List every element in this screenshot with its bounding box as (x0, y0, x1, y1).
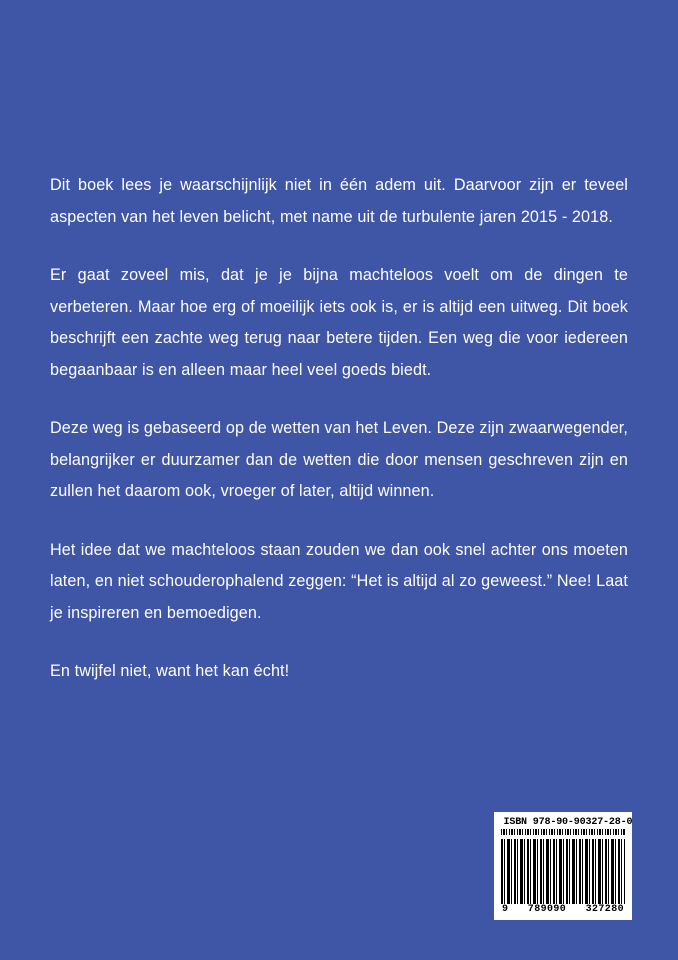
blurb-text-block (50, 170, 628, 688)
ean13-digits (501, 904, 625, 916)
ean13-lead-digit: 9 (502, 904, 509, 915)
isbn-number-label: ISBN 978-90-90327-28-0 (503, 816, 633, 828)
blurb-closing-line: En twijfel niet, want het kan écht! (50, 662, 290, 680)
blurb-paragraph-4: Het idee dat we machteloos staan zouden we dan ook snel achter ons moeten laten, en niet schouderophalend zeggen: “Het is altijd al zo geweest.” Nee! Laat je inspireren en bemoedigen. (50, 540, 628, 622)
isbn-barcode (494, 812, 632, 920)
isbn-bars-graphic (501, 829, 625, 835)
blurb-paragraph-1: Dit boek lees je waarschijnlijk niet in één adem uit. Daarvoor zijn er teveel aspecten van het leven belicht, met name uit de turbulente jaren 2015 - 2018. (50, 176, 628, 226)
ean13-barcode (501, 839, 625, 916)
ean13-left-group: 789090 (527, 904, 567, 915)
ean13-right-group: 327280 (585, 904, 624, 915)
ean13-bars-graphic (501, 839, 625, 904)
blurb-paragraph-3: Deze weg is gebaseerd op de wetten van het Leven. Deze zijn zwaarwegender, belangrijker er duurzamer dan de wetten die door mensen geschreven zijn en zullen het daarom ook, vroeger of later, altijd winnen. (50, 419, 628, 500)
blurb-paragraph-2: Er gaat zoveel mis, dat je je bijna machteloos voelt om de dingen te verbeteren. Maar hoe erg of moeilijk iets ook is, er is altijd een uitweg. Dit boek beschrijft een zachte weg terug naar betere tijden. Een weg die voor iedereen begaanbaar is en alleen maar heel veel goeds biedt. (50, 266, 628, 379)
